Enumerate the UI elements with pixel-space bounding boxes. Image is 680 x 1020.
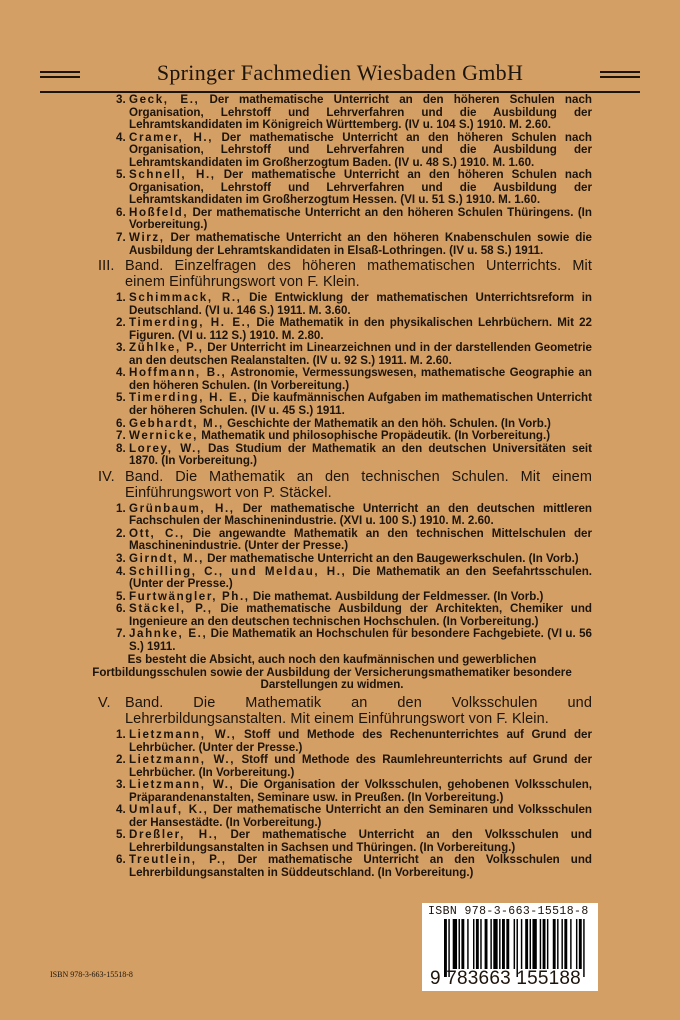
barcode-bar xyxy=(530,919,531,969)
barcode-bar xyxy=(561,919,562,969)
item-author: Hoffmann, B., xyxy=(129,366,227,380)
barcode-bar xyxy=(570,919,571,969)
list-item xyxy=(98,779,592,804)
band-title: Band. Die Mathematik an den Volksschulen und Lehrerbildungsanstalten. Mit einem Einführungswort von F. Klein. xyxy=(125,694,592,727)
barcode-bar xyxy=(540,919,541,969)
barcode-bar xyxy=(499,919,500,969)
item-text: Stoff und Methode des Rechenunterrichtes auf Grund der Lehrbücher. (Unter der Presse.) xyxy=(129,727,592,754)
item-author: Geck, E., xyxy=(129,93,200,106)
barcode-bar xyxy=(493,919,497,969)
barcode-bar xyxy=(576,919,577,969)
item-number: 3. xyxy=(116,778,126,792)
band-4-heading xyxy=(98,469,592,501)
item-text: Die Mathematik in den physikalischen Lehrbüchern. Mit 22 Figuren. (VI u. 112 S.) 1910. M. 2.80. xyxy=(129,316,592,342)
band-title: Band. Einzelfragen des höheren mathematischen Unterrichts. Mit einem Einführungswort von F. Klein. xyxy=(125,258,592,291)
barcode-bar xyxy=(453,919,457,969)
item-author: Lietzmann, W., xyxy=(129,778,235,792)
list-item xyxy=(98,392,592,417)
item-author: Ott, C., xyxy=(129,526,185,540)
item-author: Schilling, C., und Meldau, H., xyxy=(129,564,347,578)
item-author: Schimmack, R., xyxy=(129,291,242,305)
barcode-bar xyxy=(564,919,567,969)
item-text: Die Organisation der Volksschulen, gehobenen Volksschulen, Präparandenanstalten, Seminare usw. in Preußen. (In Vorbereitung.) xyxy=(129,778,592,804)
item-number: 4. xyxy=(116,366,126,380)
item-author: Lietzmann, W., xyxy=(129,753,236,767)
barcode-bar xyxy=(579,919,582,969)
item-number: 7. xyxy=(116,231,126,245)
item-number: 1. xyxy=(116,291,126,305)
item-author: Wernicke, xyxy=(129,429,198,443)
item-number: 3. xyxy=(116,551,126,565)
list-item xyxy=(98,829,592,854)
item-number: 3. xyxy=(116,93,126,106)
item-text: Die kaufmännischen Aufgaben im mathematischen Unterricht der höheren Schulen. (IV u. 45 S.) 1911. xyxy=(129,391,592,418)
item-text: Der mathematische Unterricht an den Baugewerkschulen. (In Vorb.) xyxy=(203,551,579,565)
item-number: 7. xyxy=(116,627,126,641)
item-author: Timerding, H. E., xyxy=(129,316,252,330)
list-item xyxy=(98,628,592,653)
list-item xyxy=(98,854,592,879)
list-item xyxy=(98,443,592,468)
publisher-name: Springer Fachmedien Wiesbaden GmbH xyxy=(147,60,533,85)
item-number: 6. xyxy=(116,205,126,219)
list-item xyxy=(98,232,592,257)
isbn-small: ISBN 978-3-663-15518-8 xyxy=(50,970,133,979)
item-author: Umlauf, K., xyxy=(129,803,209,817)
item-text: Der mathematische Unterricht an den höheren Knabenschulen sowie die Ausbildung der Lehramtskandidaten in Elsaß-Lothringen. (IV u. 58 S.) 1911. xyxy=(129,231,592,257)
item-author: Girndt, M., xyxy=(129,551,204,565)
list-item xyxy=(98,566,592,591)
item-text: Der mathematische Unterricht an den Volksschulen und Lehrerbildungsanstalten in Süddeutschland. (In Vorbereitung.) xyxy=(129,853,592,879)
list-item xyxy=(98,94,592,132)
band-number: IV. xyxy=(98,468,115,485)
list-item xyxy=(98,754,592,779)
band-number: V. xyxy=(98,694,111,711)
item-text: Mathematik und philosophische Propädeutik. (In Vorbereitung.) xyxy=(197,429,551,443)
list-item xyxy=(98,342,592,367)
item-author: Treutlein, P., xyxy=(129,853,227,867)
band-5-heading xyxy=(98,695,592,727)
list-item xyxy=(98,729,592,754)
barcode-bar xyxy=(476,919,479,969)
item-number: 4. xyxy=(116,803,126,817)
barcode-bar xyxy=(506,919,509,969)
item-author: Jahnke, E., xyxy=(129,627,208,641)
item-author: Timerding, H. E., xyxy=(129,391,249,405)
item-author: Zühlke, P., xyxy=(129,341,204,355)
barcode-bar xyxy=(490,919,491,969)
barcode-digits: 9 783663 155188 xyxy=(430,968,581,989)
list-item xyxy=(98,528,592,553)
barcode xyxy=(422,903,598,991)
item-number: 6. xyxy=(116,602,126,616)
item-text: Die angewandte Mathematik an den technischen Mittelschulen der Maschinenindustrie. (Unter der Presse.) xyxy=(129,526,592,553)
item-number: 5. xyxy=(116,828,126,842)
barcode-bar xyxy=(502,919,505,969)
item-author: Gebhardt, M., xyxy=(129,416,224,430)
item-author: Hoßfeld, xyxy=(129,205,189,219)
barcode-bar xyxy=(543,919,546,969)
series-listing xyxy=(92,93,593,880)
item-text: Die mathematische Ausbildung der Architekten, Chemiker und Ingenieure an den deutschen technischen Hochschulen. (In Vorbereitung.) xyxy=(129,602,592,628)
item-author: Wirz, xyxy=(129,231,165,245)
item-text: Der mathematische Unterricht an den Volksschulen und Lehrerbildungsanstalten in Sachsen und Thüringen. (In Vorbereitung.) xyxy=(129,828,592,854)
band-title: Band. Die Mathematik an den technischen Schulen. Mit einem Einführungswort von P. Stäckel. xyxy=(125,468,592,501)
item-text: Stoff und Methode des Raumlehreunterrichts auf Grund der Lehrbücher. (In Vorbereitung.) xyxy=(129,753,592,779)
item-number: 4. xyxy=(116,564,126,578)
list-item xyxy=(98,132,592,170)
barcode-bar xyxy=(473,919,474,969)
barcode-bar xyxy=(532,919,536,969)
band-2-items xyxy=(98,94,592,257)
item-text: Der mathematische Unterricht an den höheren Schulen nach Organisation, Lehrstoff und Lehrverfahren und die Ausbildung der Lehramtskandidaten im Königreich Württemberg. (IV u. 104 S.) 1910. M. 2.60. xyxy=(129,93,592,132)
item-number: 7. xyxy=(116,429,126,443)
barcode-bar xyxy=(485,919,488,969)
list-item xyxy=(98,603,592,628)
item-text: Der mathematische Unterricht an den höheren Schulen Thüringens. (In Vorbereitung.) xyxy=(129,205,592,232)
item-number: 1. xyxy=(116,727,126,741)
band-3-heading xyxy=(98,258,592,290)
item-author: Lorey, W., xyxy=(129,441,202,455)
item-text: Geschichte der Mathematik an den höh. Schulen. (In Vorb.) xyxy=(223,416,551,430)
barcode-bar xyxy=(467,919,468,969)
barcode-bar xyxy=(461,919,464,969)
item-text: Die Mathematik an Hochschulen für besondere Fachgebiete. (VI u. 56 S.) 1911. xyxy=(129,627,592,653)
item-number: 6. xyxy=(116,853,126,867)
band-5-items xyxy=(98,729,592,880)
item-text: Der mathematische Unterricht an den deutschen mittleren Fachschulen der Maschinenindustrie. (XVI u. 100 S.) 1910. M. 2.60. xyxy=(129,501,593,528)
item-number: 2. xyxy=(116,753,126,767)
item-text: Der Unterricht im Linearzeichnen und in der darstellenden Geometrie an den deutschen Realanstalten. (IV u. 92 S.) 1911. M. 2.60. xyxy=(129,341,592,367)
item-number: 1. xyxy=(116,501,126,515)
barcode-bar xyxy=(525,919,528,969)
band-3-items xyxy=(98,292,592,468)
item-number: 2. xyxy=(116,316,126,330)
band-4-items xyxy=(98,503,592,654)
item-author: Schnell, H., xyxy=(129,168,216,182)
item-author: Furtwängler, Ph., xyxy=(129,589,250,603)
item-text: Astronomie, Vermessungswesen, mathematische Geographie an den höheren Schulen. (In Vorbereitung.) xyxy=(129,366,592,392)
barcode-bar xyxy=(553,919,556,969)
item-text: Die Mathematik an den Seefahrtsschulen. (Unter der Presse.) xyxy=(129,564,592,591)
item-text: Der mathematische Unterricht an den Seminaren und Volksschulen der Hansestädte. (In Vorbereitung.) xyxy=(129,803,592,829)
item-number: 5. xyxy=(116,168,126,182)
barcode-bar xyxy=(583,919,584,977)
list-item xyxy=(98,317,592,342)
item-number: 5. xyxy=(116,589,126,603)
barcode-bar xyxy=(521,919,522,969)
item-author: Stäckel, P., xyxy=(129,602,213,616)
barcode-bar xyxy=(459,919,460,969)
barcode-bar xyxy=(547,919,548,969)
list-item xyxy=(98,804,592,829)
item-number: 3. xyxy=(116,341,126,355)
item-number: 6. xyxy=(116,416,126,430)
barcode-bar xyxy=(514,919,515,969)
item-number: 2. xyxy=(116,526,126,540)
list-item xyxy=(98,169,592,207)
band-number: III. xyxy=(98,258,115,275)
list-item xyxy=(98,207,592,232)
item-number: 5. xyxy=(116,391,126,405)
item-author: Lietzmann, W., xyxy=(129,727,237,741)
item-number: 4. xyxy=(116,130,126,144)
barcode-bar xyxy=(557,919,558,969)
item-text: Der mathematische Unterricht an den höheren Schulen nach Organisation, Lehrstoff und Lehrverfahren und die Ausbildung der Lehramtskandidaten im Großherzogtum Baden. (IV u. 48 S.) 1910. M. 1.60. xyxy=(129,130,592,169)
item-text: Der mathematische Unterricht an den höheren Schulen nach Organisation, Lehrstoff und Lehrverfahren und die Ausbildung der Lehramtskandidaten im Großherzogtum Hessen. (VI u. 51 S.) 1910. M. 1.60. xyxy=(129,168,592,207)
item-author: Cramer, H., xyxy=(129,130,214,144)
publisher-header xyxy=(40,58,640,94)
barcode-isbn-label: ISBN 978-3-663-15518-8 xyxy=(428,905,589,918)
list-item xyxy=(98,292,592,317)
item-text: Das Studium der Mathematik an den deutschen Universitäten seit 1870. (In Vorbereitung.) xyxy=(129,441,592,468)
barcode-bar xyxy=(480,919,481,969)
item-text: Die mathemat. Ausbildung der Feldmesser. (In Vorb.) xyxy=(249,589,544,603)
note-paragraph: Es besteht die Absicht, auch noch den kaufmännischen und gewerblichen Fortbildungsschulen sowie der Ausbildung der Versicherungsmathematiker besondere Darstellungen zu widmen. xyxy=(92,653,572,692)
list-item xyxy=(98,503,592,528)
list-item xyxy=(98,367,592,392)
item-author: Grünbaum, H., xyxy=(129,501,235,515)
item-author: Dreßler, H., xyxy=(129,828,219,842)
item-text: Die Entwicklung der mathematischen Unterrichtsreform in Deutschland. (VI u. 146 S.) 1911. M. 3.60. xyxy=(129,291,592,317)
item-number: 8. xyxy=(116,441,126,455)
